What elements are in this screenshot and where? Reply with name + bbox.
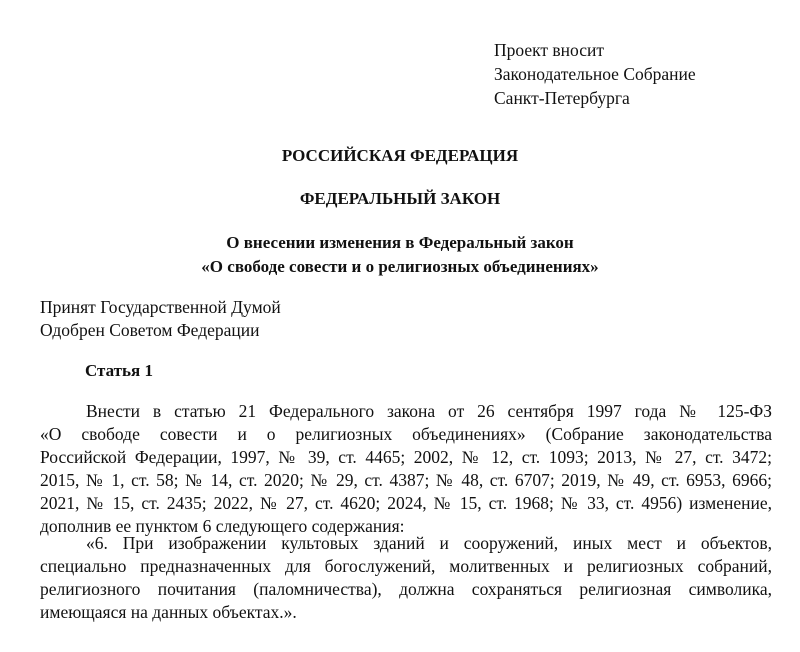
paragraph-line: «6. При изображении культовых зданий и сооружений, иных мест и объектов,: [86, 533, 772, 553]
paragraph-line: 2021, № 15, ст. 2435; 2022, № 27, ст. 4620; 2024, № 15, ст. 1968; № 33, ст. 4956) изменение,: [40, 493, 772, 513]
adoption-block: [40, 296, 281, 342]
submitter-line: Санкт-Петербурга: [494, 88, 630, 108]
adoption-line: Одобрен Советом Федерации: [40, 320, 260, 340]
submitter-line: Законодательное Собрание: [494, 64, 696, 84]
article-heading: Статья 1: [85, 361, 153, 380]
law-type-heading: ФЕДЕРАЛЬНЫЙ ЗАКОН: [299, 189, 501, 208]
law-title: [0, 231, 800, 279]
article-paragraph-new-point: [40, 532, 772, 624]
paragraph-line: «О свободе совести и о религиозных объединениях» (Собрание законодательства: [40, 424, 772, 444]
submitter-block: [494, 38, 696, 110]
paragraph-line: имеющаяся на данных объектах.».: [40, 602, 297, 622]
law-title-line: «О свободе совести и о религиозных объединениях»: [201, 257, 599, 276]
paragraph-line: религиозного почитания (паломничества), должна сохраняться религиозная символика,: [40, 579, 772, 599]
paragraph-line: Внести в статью 21 Федерального закона от 26 сентября 1997 года № 125-ФЗ: [86, 401, 772, 421]
paragraph-line: специально предназначенных для богослужений, молитвенных и религиозных собраний,: [40, 556, 772, 576]
law-title-line: О внесении изменения в Федеральный закон: [226, 233, 574, 252]
adoption-line: Принят Государственной Думой: [40, 297, 281, 317]
country-heading: РОССИЙСКАЯ ФЕДЕРАЦИЯ: [281, 146, 519, 165]
submitter-line: Проект вносит: [494, 40, 605, 60]
paragraph-line: дополнив ее пунктом 6 следующего содержания:: [40, 516, 405, 536]
article-paragraph-amendment: [40, 400, 772, 538]
paragraph-line: Российской Федерации, 1997, № 39, ст. 4465; 2002, № 12, ст. 1093; 2013, № 27, ст. 3472;: [40, 447, 772, 467]
paragraph-line: 2015, № 1, ст. 58; № 14, ст. 2020; № 29, ст. 4387; № 48, ст. 6707; 2019, № 49, ст. 6953, 6966;: [40, 470, 772, 490]
